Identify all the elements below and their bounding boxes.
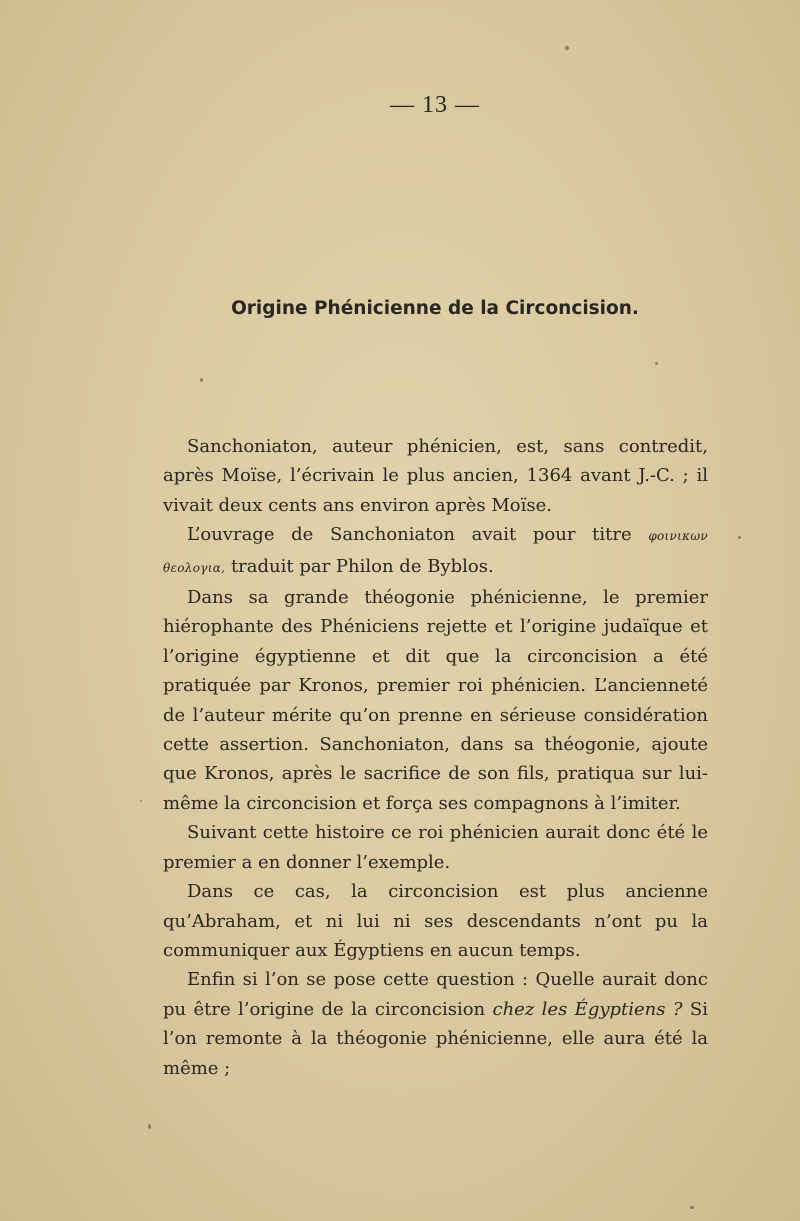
paragraph-6: [163, 965, 708, 1083]
page-number: — 13 —: [390, 92, 480, 118]
paragraph-3: Dans sa grande théogonie phénicienne, le premier hiérophante des Phéniciens rejette et l’origine judaïque et l’origine égyptienne et dit que la circoncision a été pratiquée par Kronos, premier roi phénicien. L’ancienneté de l’auteur mérite qu’on prenne en sérieuse considération cette assertion. Sanchoniaton, dans sa théogonie, ajoute que Kronos, après le sacrifice de son fils, pratiqua sur lui-même la circoncision et força ses compagnons à l’imiter.: [163, 587, 708, 814]
paragraph-6-text-start: Enfin si l’on se pose cette question : Quelle aurait donc pu être l’origine de la circoncision: [163, 969, 708, 1020]
paragraph-2-text-start: L’ouvrage de Sanchoniaton avait pour titre: [187, 524, 632, 546]
section-title: Origine Phénicienne de la Circoncision.: [231, 298, 639, 319]
paragraph-4: Suivant cette histoire ce roi phénicien aurait donc été le premier a en donner l’exemple.: [163, 822, 708, 873]
paragraph-6-text-end: Si l’on remonte à la théogonie phénicienne, elle aura été la même ;: [163, 998, 708, 1079]
paper-speck: [565, 46, 569, 50]
paper-speck: [738, 536, 741, 539]
body-text: [163, 432, 708, 1083]
paper-speck: [148, 1124, 151, 1129]
italic-phrase: chez les Égyptiens ?: [492, 998, 683, 1020]
paragraph-2-text-end: traduit par Philon de Byblos.: [230, 555, 494, 577]
paper-speck: [140, 800, 142, 802]
paper-speck: [655, 362, 658, 365]
paper-speck: [200, 378, 203, 382]
paragraph-2: [163, 520, 708, 583]
paragraph-1: Sanchoniaton, auteur phénicien, est, sans contredit, après Moïse, l’écrivain le plus ancien, 1364 avant J.-C. ; il vivait deux cents ans environ après Moïse.: [163, 436, 708, 516]
paragraph-5: Dans ce cas, la circoncision est plus ancienne qu’Abraham, et ni lui ni ses descendants n’ont pu la communiquer aux Égyptiens en aucun temps.: [163, 881, 708, 961]
greek-title: φοινικων θεολογια,: [163, 529, 708, 575]
paper-speck: [690, 1206, 694, 1209]
